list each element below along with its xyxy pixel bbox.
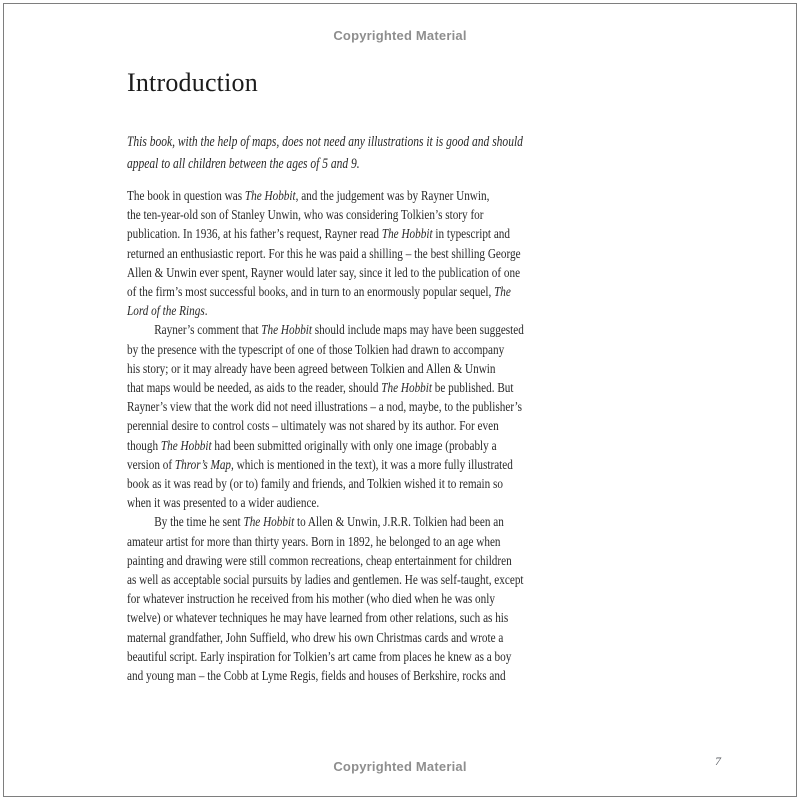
- text-line: amateur artist for more than thirty years. Born in 1892, he belonged to an age when: [127, 534, 501, 550]
- text-line: that maps would be needed, as aids to the reader, should The Hobbit be published. But: [127, 381, 514, 397]
- paragraph: [127, 513, 639, 686]
- page-number: 7: [715, 754, 721, 768]
- copyright-notice-top: Copyrighted Material: [333, 28, 467, 43]
- text-line: twelve) or whatever techniques he may have learned from other relations, such as his: [127, 611, 509, 627]
- text-line: returned an enthusiastic report. For this he was paid a shilling – the best shilling George: [127, 246, 521, 262]
- text-line: Rayner’s comment that The Hobbit should include maps may have been suggested: [154, 323, 524, 339]
- text-line: publication. In 1936, at his father’s request, Rayner read The Hobbit in typescript and: [127, 227, 510, 243]
- body-text: [127, 187, 639, 686]
- text-line: though The Hobbit had been submitted originally with only one image (probably a: [127, 438, 497, 454]
- text-line: version of Thror’s Map, which is mentioned in the text), it was a more fully illustrated: [127, 457, 513, 473]
- text-line: maternal grandfather, John Suffield, who drew his own Christmas cards and wrote a: [127, 630, 504, 646]
- copyright-notice-bottom: Copyrighted Material: [333, 759, 467, 774]
- text-line: The book in question was The Hobbit, and the judgement was by Rayner Unwin,: [127, 189, 490, 204]
- text-column: [127, 132, 639, 686]
- text-line: for whatever instruction he received from his mother (who died when he was only: [127, 592, 495, 608]
- text-line: beautiful script. Early inspiration for Tolkien’s art came from places he knew as a boy: [127, 649, 512, 665]
- epigraph-line: This book, with the help of maps, does not need any illustrations it is good and should: [127, 134, 523, 150]
- text-line: painting and drawing were still common recreations, cheap entertainment for children: [127, 553, 512, 569]
- text-line: perennial desire to control costs – ultimately was not shared by its author. For even: [127, 419, 499, 435]
- text-line: and young man – the Cobb at Lyme Regis, fields and houses of Berkshire, rocks and: [127, 669, 506, 685]
- paragraph: [127, 321, 639, 513]
- text-line: of the firm’s most successful books, and in turn to an enormously popular sequel, The: [127, 285, 511, 301]
- text-line: his story; or it may already have been agreed between Tolkien and Allen & Unwin: [127, 361, 496, 377]
- text-line: by the presence with the typescript of one of those Tolkien had drawn to accompany: [127, 342, 505, 358]
- text-line: Lord of the Rings.: [127, 304, 208, 320]
- epigraph-line: appeal to all children between the ages of 5 and 9.: [127, 155, 360, 172]
- page-title: Introduction: [127, 68, 258, 97]
- paragraph: [127, 187, 639, 321]
- text-line: Rayner’s view that the work did not need illustrations – a nod, maybe, to the publisher’s: [127, 400, 522, 416]
- text-line: as well as acceptable social pursuits by ladies and gentlemen. He was self-taught, except: [127, 573, 524, 589]
- text-line: Allen & Unwin ever spent, Rayner would later say, since it led to the publication of one: [127, 265, 521, 281]
- text-line: book as it was read by (or to) family and friends, and Tolkien wished it to remain so: [127, 477, 503, 493]
- text-line: the ten-year-old son of Stanley Unwin, who was considering Tolkien’s story for: [127, 208, 484, 224]
- text-line: By the time he sent The Hobbit to Allen & Unwin, J.R.R. Tolkien had been an: [154, 515, 504, 531]
- text-line: when it was presented to a wider audience.: [127, 496, 320, 512]
- epigraph: [127, 132, 639, 175]
